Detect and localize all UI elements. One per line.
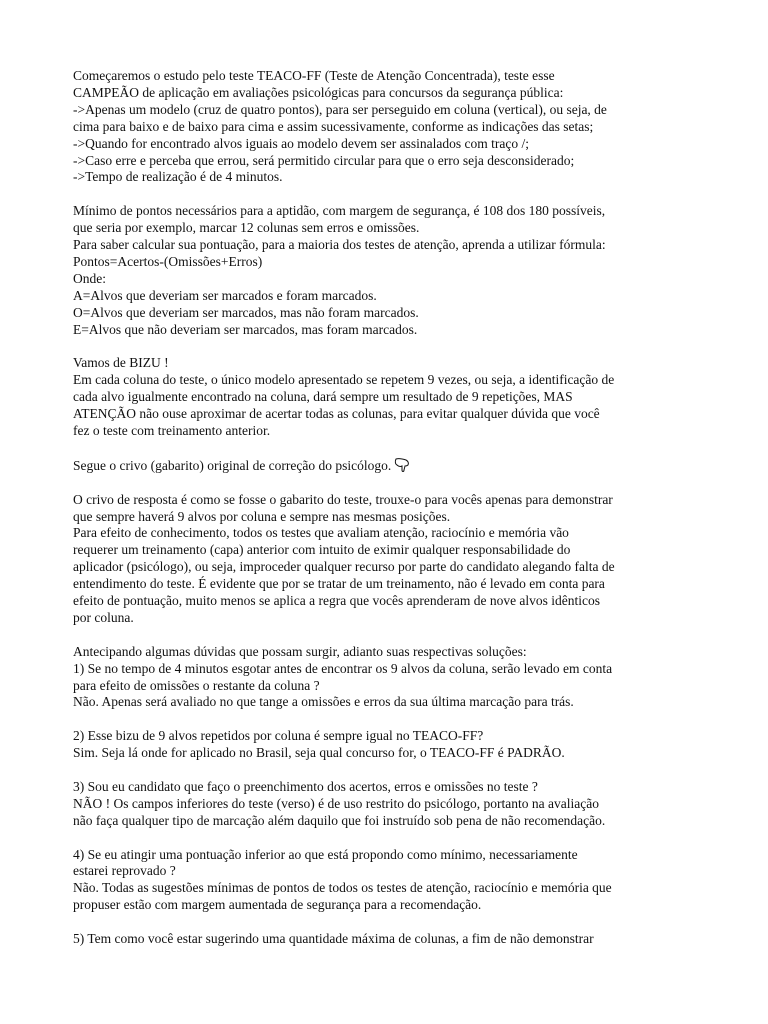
text-line: Vamos de BIZU ! [73,355,169,371]
text-line: aplicador (psicólogo), ou seja, improceder qualquer recurso por parte do candidato alegando falta de [73,559,615,575]
paragraph [73,492,701,627]
text-line: Segue o crivo (gabarito) original de correção do psicólogo. [73,457,701,475]
text-line: Mínimo de pontos necessários para a aptidão, com margem de segurança, é 108 dos 180 possíveis, [73,203,606,219]
text-line: que seria por exemplo, marcar 12 colunas sem erros e omissões. [73,220,420,236]
text-line: cima para baixo e de baixo para cima e assim sucessivamente, conforme as indicações das setas; [73,118,594,134]
paragraph [73,931,701,948]
text-line: efeito de pontuação, muito menos se aplica a regra que vocês aprenderam de nove alvos idênticos [73,593,601,609]
text-line: Onde: [73,270,106,286]
text-line: 3) Sou eu candidato que faço o preenchimento dos acertos, erros e omissões no teste ? [73,778,538,794]
paragraph [73,203,701,338]
text-line: Não. Apenas será avaliado no que tange a omissões e erros da sua última marcação para trás. [73,694,574,710]
text-line: O crivo de resposta é como se fosse o gabarito do teste, trouxe-o para vocês apenas para demonstrar [73,491,613,507]
text-line: por coluna. [73,609,134,625]
text-line: O=Alvos que deveriam ser marcados, mas não foram marcados. [73,304,419,320]
paragraph [73,355,701,440]
text-line: Antecipando algumas dúvidas que possam surgir, adianto suas respectivas soluções: [73,643,527,659]
text-line: Em cada coluna do teste, o único modelo apresentado se repetem 9 vezes, ou seja, a identificação de [73,372,615,388]
text-line: Para efeito de conhecimento, todos os testes que avaliam atenção, raciocínio e memória vão [73,525,569,541]
text-line: Começaremos o estudo pelo teste TEACO-FF (Teste de Atenção Concentrada), teste esse [73,68,555,83]
text-line: 2) Esse bizu de 9 alvos repetidos por coluna é sempre igual no TEACO-FF? [73,728,484,744]
text-line: NÃO ! Os campos inferiores do teste (verso) é de uso restrito do psicólogo, portanto na avaliação [73,795,599,811]
text-line: 4) Se eu atingir uma pontuação inferior ao que está propondo como mínimo, necessariamente [73,846,578,862]
text-line: que sempre haverá 9 alvos por coluna e sempre nas mesmas posições. [73,508,451,524]
paragraph [73,68,701,186]
text-line: para efeito de omissões o restante da coluna ? [73,677,320,693]
text-line: cada alvo igualmente encontrado na coluna, dará sempre um resultado de 9 repetições, MAS [73,389,573,405]
text-line: 1) Se no tempo de 4 minutos esgotar antes de encontrar os 9 alvos da coluna, serão levado em conta [73,660,613,676]
document-body [73,68,701,948]
paragraph [73,457,701,475]
paragraph [73,847,701,915]
text-line: não faça qualquer tipo de marcação além daquilo que foi instruído sob pena de não recomendação. [73,812,606,828]
pointing-down-hand-icon [394,457,410,473]
text-line: ->Quando for encontrado alvos iguais ao modelo devem ser assinalados com traço /; [73,135,529,151]
text-line: ->Apenas um modelo (cruz de quatro pontos), para ser perseguido em coluna (vertical), ou seja, de [73,101,607,117]
paragraph [73,644,701,712]
text-line: 5) Tem como você estar sugerindo uma quantidade máxima de colunas, a fim de não demonstrar [73,931,594,947]
text-line: Para saber calcular sua pontuação, para a maioria dos testes de atenção, aprenda a utilizar fórmula: [73,237,606,253]
text-line: entendimento do teste. É evidente que por se tratar de um treinamento, não é levado em conta para [73,576,605,592]
text-line: propuser estão com margem aumentada de segurança para a recomendação. [73,897,482,913]
text-line: ->Tempo de realização é de 4 minutos. [73,169,283,185]
text-line: fez o teste com treinamento anterior. [73,423,271,438]
text-line: ATENÇÃO não ouse aproximar de acertar todas as colunas, para evitar qualquer dúvida que você [73,406,600,422]
text-line: ->Caso erre e perceba que errou, será permitido circular para que o erro seja desconsiderado; [73,152,575,168]
text-line: requerer um treinamento (capa) anterior com intuito de eximir qualquer responsabilidade do [73,542,571,558]
text-line: Sim. Seja lá onde for aplicado no Brasil, seja qual concurso for, o TEACO-FF é PADRÃO. [73,745,565,761]
paragraph [73,728,701,762]
text-line: A=Alvos que deveriam ser marcados e foram marcados. [73,287,377,303]
text-line: E=Alvos que não deveriam ser marcados, mas foram marcados. [73,321,418,337]
paragraph [73,779,701,830]
text-line: Pontos=Acertos-(Omissões+Erros) [73,253,263,269]
text-line: CAMPEÃO de aplicação em avaliações psicológicas para concursos da segurança pública: [73,84,564,100]
text-line: estarei reprovado ? [73,863,176,879]
text-line: Não. Todas as sugestões mínimas de pontos de todos os testes de atenção, raciocínio e memória que [73,880,612,896]
